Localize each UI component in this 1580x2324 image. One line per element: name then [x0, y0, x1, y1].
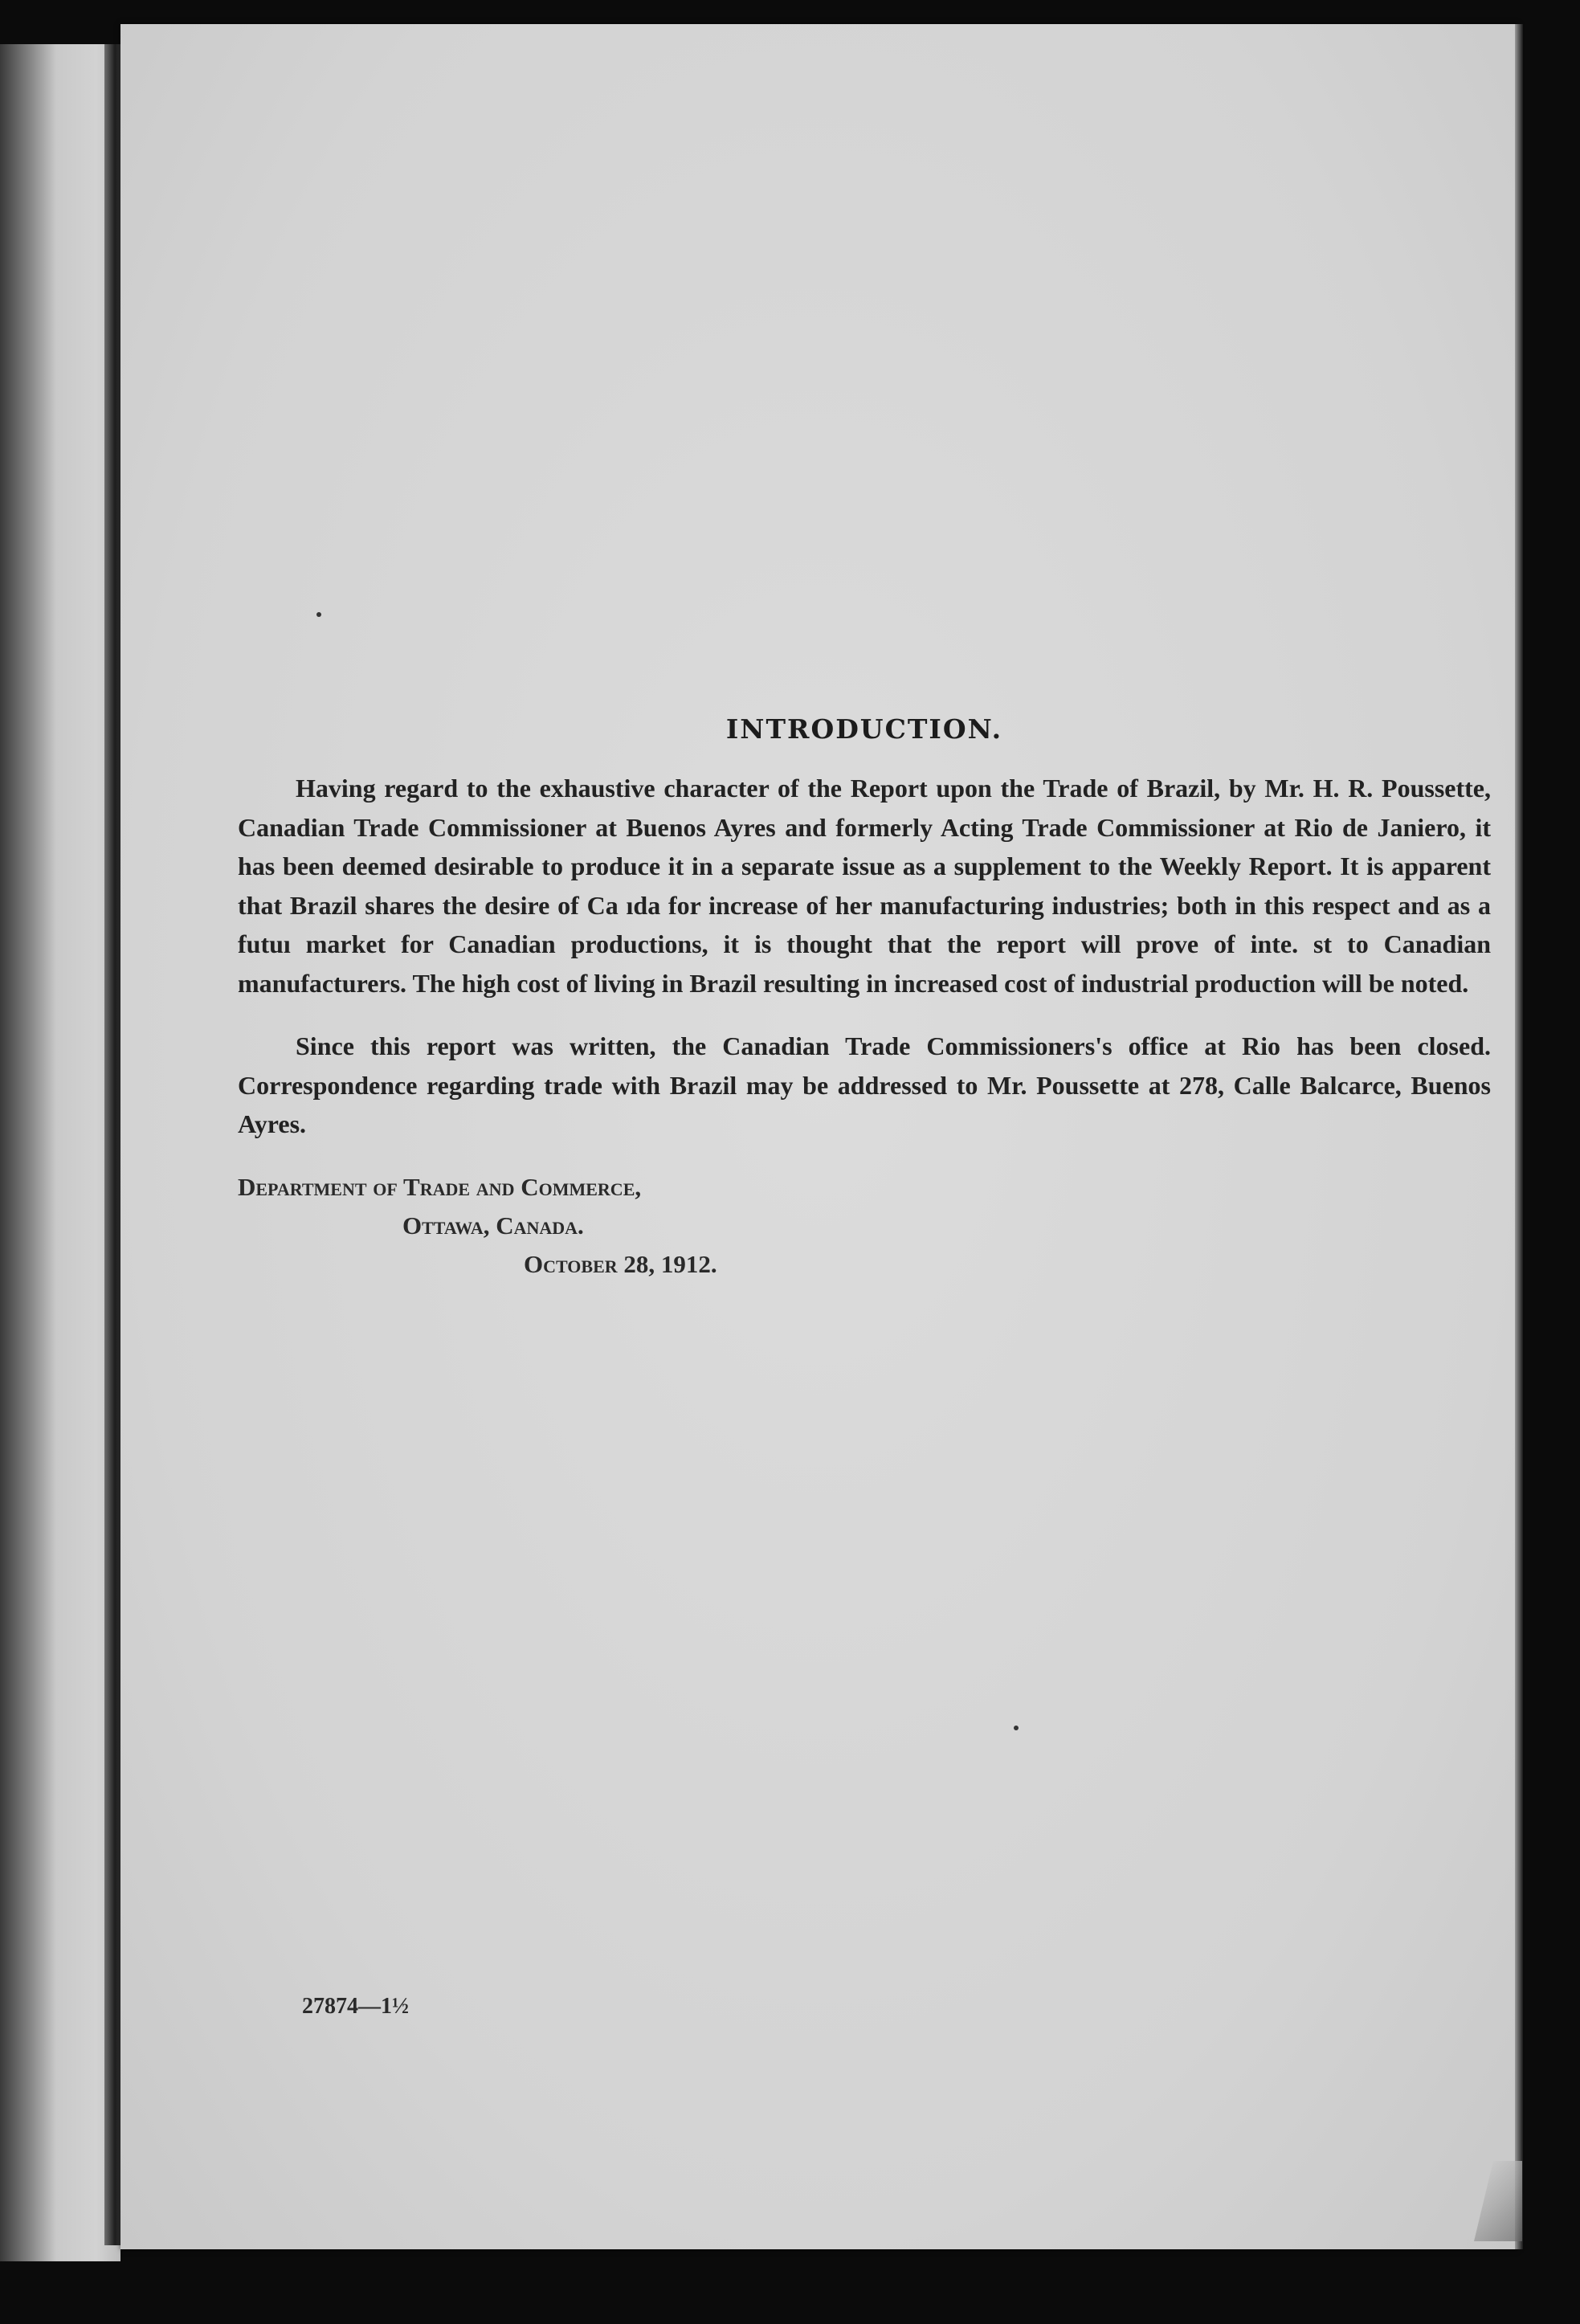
previous-page-edge: [0, 44, 120, 2261]
paragraph-1: Having regard to the exhaustive character of the Report upon the Trade of Brazil, by Mr. H. R. Poussette, Canadian Trade Commissioner at Buenos Ayres and formerly Acting Trade Commissioner at Rio de Janiero, it has been deemed desirable to produce it in a separate issue as a supplement to the Weekly Report. It is apparent that Brazil shares the desire of Ca ıda for increase of her manufacturing industries; both in this respect and as a futuı market for Canadian productions, it is thought that the report will prove of inte. st to Canadian manufacturers. The high cost of living in Brazil resulting in increased cost of industrial production will be noted.: [238, 774, 1491, 998]
page-right-edge: [1515, 24, 1523, 2249]
binding-shadow: [104, 44, 122, 2245]
signature-date: October 28, 1912.: [524, 1249, 717, 1278]
paragraph-2: Since this report was written, the Canadian Trade Commissioners's office at Rio has been closed. Correspondence regarding trade with Brazil may be addressed to Mr. Poussette at 278, Calle Balcarce, Buenos Ayres.: [238, 1031, 1491, 1138]
page-title: INTRODUCTION.: [725, 713, 1003, 745]
document-page: [120, 24, 1518, 2249]
ink-speck: [1014, 1726, 1019, 1730]
signature-block: [238, 1168, 1491, 1284]
ink-speck: [316, 612, 321, 617]
document-body: [238, 713, 1491, 1284]
signature-location: Ottawa, Canada.: [402, 1211, 584, 1240]
page-code: 27874—1½: [302, 1994, 409, 2019]
signature-department: Department of Trade and Commerce,: [238, 1172, 642, 1201]
